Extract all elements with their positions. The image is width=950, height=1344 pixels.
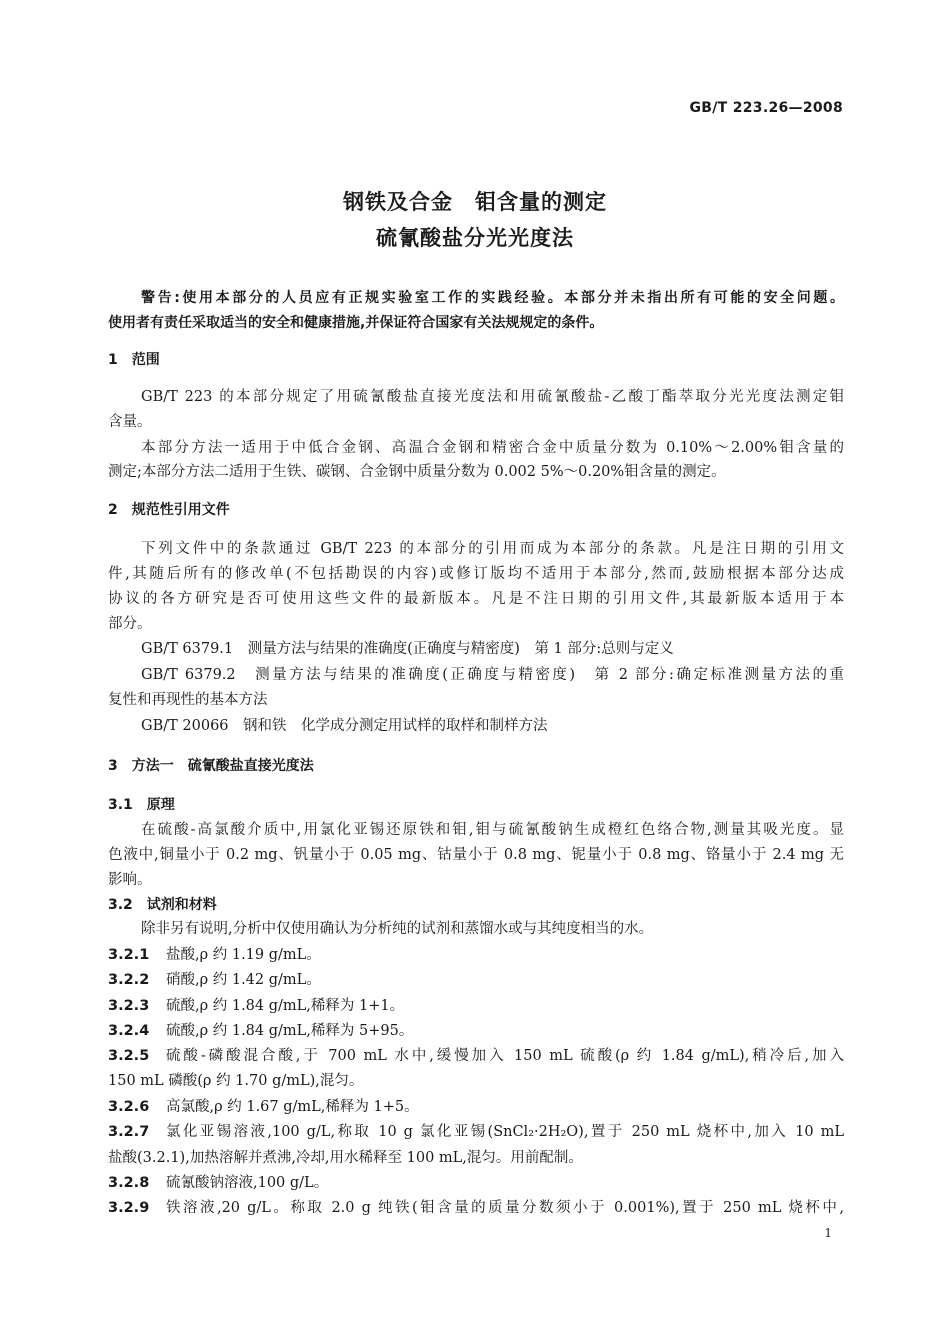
sec31-l3: 影响。 — [108, 872, 152, 888]
reagent-text: 盐酸,ρ 约 1.19 g/mL。 — [166, 947, 321, 963]
sec2-p1-l2: 件,其随后所有的修改单(不包括勘误的内容)或修订版均不适用于本部分,然而,鼓励根据本部分达成 — [108, 566, 844, 582]
reagent-text: 硫酸,ρ 约 1.84 g/mL,稀释为 5+95。 — [166, 1023, 414, 1039]
section-1-heading: 1 范围 — [108, 352, 160, 368]
document-title-line2: 硫氰酸盐分光光度法 — [376, 226, 574, 250]
reagent-number: 3.2.7 — [108, 1124, 150, 1140]
reference-2-l2: 复性和再现性的基本方法 — [108, 692, 268, 708]
section-2-heading: 2 规范性引用文件 — [108, 502, 230, 518]
reference-1: GB/T 6379.1 测量方法与结果的准确度(正确度与精密度) 第 1 部分:总则与定义 — [141, 641, 674, 657]
sec2-p1-l3: 协议的各方研究是否可使用这些文件的最新版本。凡是不注日期的引用文件,其最新版本适用于本 — [108, 591, 844, 607]
warning-line2: 使用者有责任采取适当的安全和健康措施,并保证符合国家有关法规规定的条件。 — [108, 315, 604, 331]
sec2-p1-l4: 部分。 — [108, 616, 152, 632]
section-3-2-heading: 3.2 试剂和材料 — [108, 897, 217, 913]
sec31-l1: 在硫酸-高氯酸介质中,用氯化亚锡还原铁和钼,钼与硫氰酸钠生成橙红色络合物,测量其吸光度。显 — [141, 822, 844, 838]
reagent-item — [108, 1173, 844, 1193]
reagent-text: 硫氰酸钠溶液,100 g/L。 — [166, 1175, 329, 1191]
reagent-text: 高氯酸,ρ 约 1.67 g/mL,稀释为 1+5。 — [166, 1099, 419, 1115]
sec2-p1-l1: 下列文件中的条款通过 GB/T 223 的本部分的引用而成为本部分的条款。凡是注日期的引用文 — [141, 541, 844, 557]
reagent-item — [108, 1198, 844, 1218]
reagent-item — [108, 1046, 844, 1066]
standard-code: GB/T 223.26—2008 — [689, 100, 843, 116]
reagent-item — [108, 996, 844, 1016]
reagent-number: 3.2.5 — [108, 1048, 150, 1064]
reagent-item — [108, 1021, 844, 1041]
sec31-l2: 色液中,铜量小于 0.2 mg、钒量小于 0.05 mg、钴量小于 0.8 mg、铌量小于 0.8 mg、铬量小于 2.4 mg 无 — [108, 847, 844, 863]
reagent-number: 3.2.1 — [108, 947, 150, 963]
warning-line1: 警告:使用本部分的人员应有正规实验室工作的实践经验。本部分并未指出所有可能的安全问题。 — [141, 290, 844, 306]
reagent-text: 硝酸,ρ 约 1.42 g/mL。 — [166, 972, 321, 988]
sec1-p1-l1: GB/T 223 的本部分规定了用硫氰酸盐直接光度法和用硫氰酸盐-乙酸丁酯萃取分光光度法测定钼 — [141, 389, 844, 405]
reagent-text: 氯化亚锡溶液,100 g/L,称取 10 g 氯化亚锡(SnCl₂·2H₂O),置于 250 mL 烧杯中,加入 10 mL — [166, 1124, 844, 1140]
reagent-number: 3.2.3 — [108, 998, 150, 1014]
reagent-item — [108, 1097, 844, 1117]
sec32-intro: 除非另有说明,分析中仅使用确认为分析纯的试剂和蒸馏水或与其纯度相当的水。 — [141, 921, 654, 937]
document-title-line1: 钢铁及合金 钼含量的测定 — [343, 190, 607, 214]
reagent-number: 3.2.8 — [108, 1175, 150, 1191]
reagent-text: 硫酸,ρ 约 1.84 g/mL,稀释为 1+1。 — [166, 998, 405, 1014]
reagent-continuation: 盐酸(3.2.1),加热溶解并煮沸,冷却,用水稀释至 100 mL,混匀。用前配制。 — [108, 1150, 583, 1166]
reference-2-l1: GB/T 6379.2 测量方法与结果的准确度(正确度与精密度) 第 2 部分:确定标准测量方法的重 — [141, 667, 844, 683]
reference-3: GB/T 20066 钢和铁 化学成分测定用试样的取样和制样方法 — [141, 718, 548, 734]
reagent-item — [108, 1122, 844, 1142]
section-3-1-heading: 3.1 原理 — [108, 797, 175, 813]
reagent-item — [108, 945, 844, 965]
reagent-item — [108, 970, 844, 990]
reagent-text: 铁溶液,20 g/L。称取 2.0 g 纯铁(钼含量的质量分数须小于 0.001%),置于 250 mL 烧杯中, — [166, 1200, 844, 1216]
reagent-text: 硫酸-磷酸混合酸,于 700 mL 水中,缓慢加入 150 mL 硫酸(ρ 约 1.84 g/mL),稍冷后,加入 — [166, 1048, 844, 1064]
reagent-number: 3.2.4 — [108, 1023, 150, 1039]
sec1-p2-l2: 测定;本部分方法二适用于生铁、碳钢、合金钢中质量分数为 0.002 5%～0.20%钼含量的测定。 — [108, 464, 726, 480]
reagent-number: 3.2.6 — [108, 1099, 150, 1115]
sec1-p2-l1: 本部分方法一适用于中低合金钢、高温合金钢和精密合金中质量分数为 0.10%～2.00%钼含量的 — [141, 440, 844, 456]
page-number: 1 — [824, 1226, 832, 1240]
section-3-heading: 3 方法一 硫氰酸盐直接光度法 — [108, 758, 314, 774]
sec1-p1-l2: 含量。 — [108, 414, 152, 430]
reagent-number: 3.2.9 — [108, 1200, 150, 1216]
reagent-continuation: 150 mL 磷酸(ρ 约 1.70 g/mL),混匀。 — [108, 1073, 364, 1089]
reagent-number: 3.2.2 — [108, 972, 150, 988]
